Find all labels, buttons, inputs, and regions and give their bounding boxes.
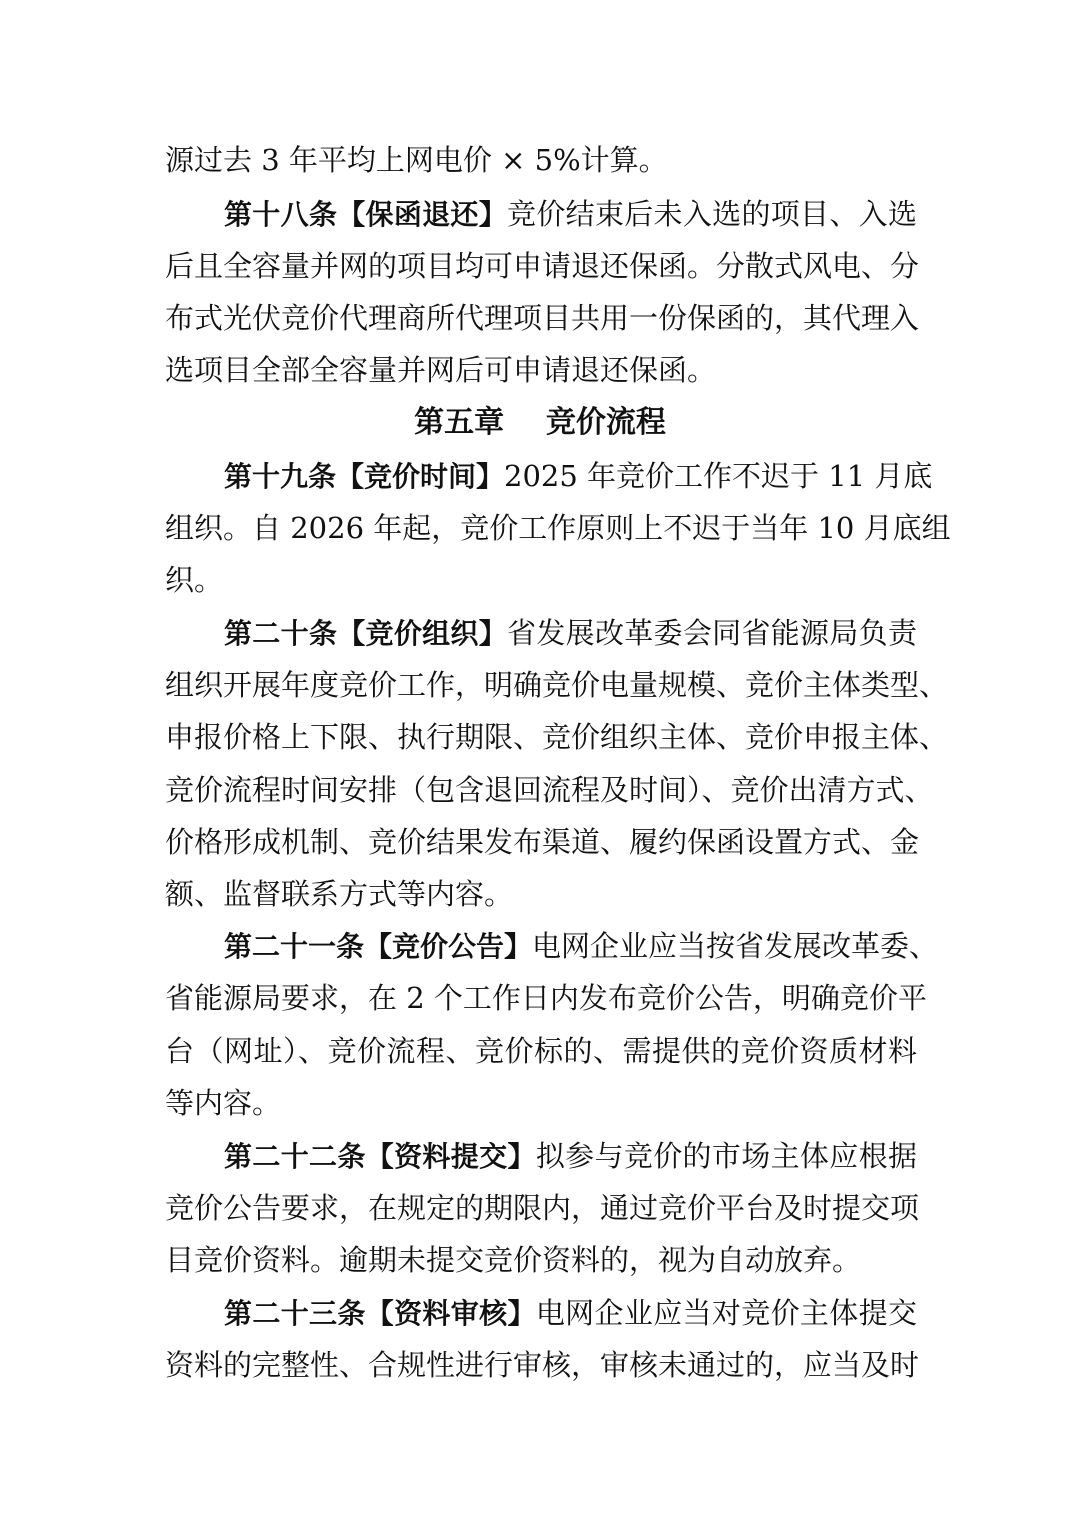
article-23-text: 电网企业应当对竞价主体提交 [535, 1296, 917, 1330]
paragraph-line: 选项目全部全容量并网后可申请退还保函。 [165, 353, 717, 387]
article-22-first-line [224, 1136, 917, 1177]
article-21-heading: 第二十一条【竞价公告】 [224, 930, 533, 963]
paragraph-line: 后且全容量并网的项目均可申请退还保函。分散式风电、分 [165, 249, 920, 283]
paragraph-line: 目竞价资料。逾期未提交竞价资料的，视为自动放弃。 [165, 1243, 862, 1277]
article-21-text: 电网企业应当按省发展改革委、 [532, 929, 939, 963]
article-23-heading: 第二十三条【资料审核】 [224, 1297, 536, 1330]
paragraph-line: 省能源局要求，在 2 个工作日内发布竞价公告，明确竞价平 [165, 981, 927, 1015]
paragraph-line: 织。 [165, 563, 224, 597]
paragraph-line: 源过去 3 年平均上网电价 × 5%计算。 [165, 143, 668, 177]
chapter-label: 第五章 [414, 405, 505, 440]
paragraph-line: 竞价流程时间安排（包含退回流程及时间）、竞价出清方式、 [165, 773, 934, 807]
article-19-heading: 第十九条【竞价时间】 [224, 460, 505, 493]
article-23-first-line [224, 1293, 917, 1334]
paragraph-line: 资料的完整性、合规性进行审核，审核未通过的，应当及时 [165, 1348, 920, 1382]
article-20-heading: 第二十条【竞价组织】 [224, 617, 508, 650]
chapter-title: 竞价流程 [545, 405, 666, 440]
paragraph-line: 组织。自 2026 年起，竞价工作原则上不迟于当年 10 月底组 [165, 511, 951, 545]
article-19-first-line [224, 456, 933, 497]
article-22-text: 拟参与竞价的市场主体应根据 [535, 1139, 917, 1173]
paragraph-line: 组织开展年度竞价工作，明确竞价电量规模、竞价主体类型、 [165, 668, 949, 702]
article-18-first-line [224, 194, 917, 235]
paragraph-line: 台（网址）、竞价流程、竞价标的、需提供的竞价资质材料 [165, 1034, 917, 1068]
paragraph-line: 额、监督联系方式等内容。 [165, 877, 514, 911]
paragraph-line: 布式光伏竞价代理商所代理项目共用一份保函的，其代理入 [165, 301, 920, 335]
article-20-text: 省发展改革委会同省能源局负责 [507, 616, 917, 650]
paragraph-line: 等内容。 [165, 1086, 282, 1120]
article-18-heading: 第十八条【保函退还】 [224, 198, 508, 231]
article-19-text: 2025 年竞价工作不迟于 11 月底 [504, 459, 933, 493]
article-22-heading: 第二十二条【资料提交】 [224, 1140, 536, 1173]
paragraph-line: 价格形成机制、竞价结果发布渠道、履约保函设置方式、金 [165, 825, 920, 859]
article-20-first-line [224, 613, 917, 654]
article-21-first-line [224, 926, 939, 967]
paragraph-line: 竞价公告要求，在规定的期限内，通过竞价平台及时提交项 [165, 1191, 920, 1225]
chapter-heading [0, 403, 1080, 443]
article-18-text: 竞价结束后未入选的项目、入选 [507, 197, 917, 231]
paragraph-line: 申报价格上下限、执行期限、竞价组织主体、竞价申报主体、 [165, 720, 949, 754]
